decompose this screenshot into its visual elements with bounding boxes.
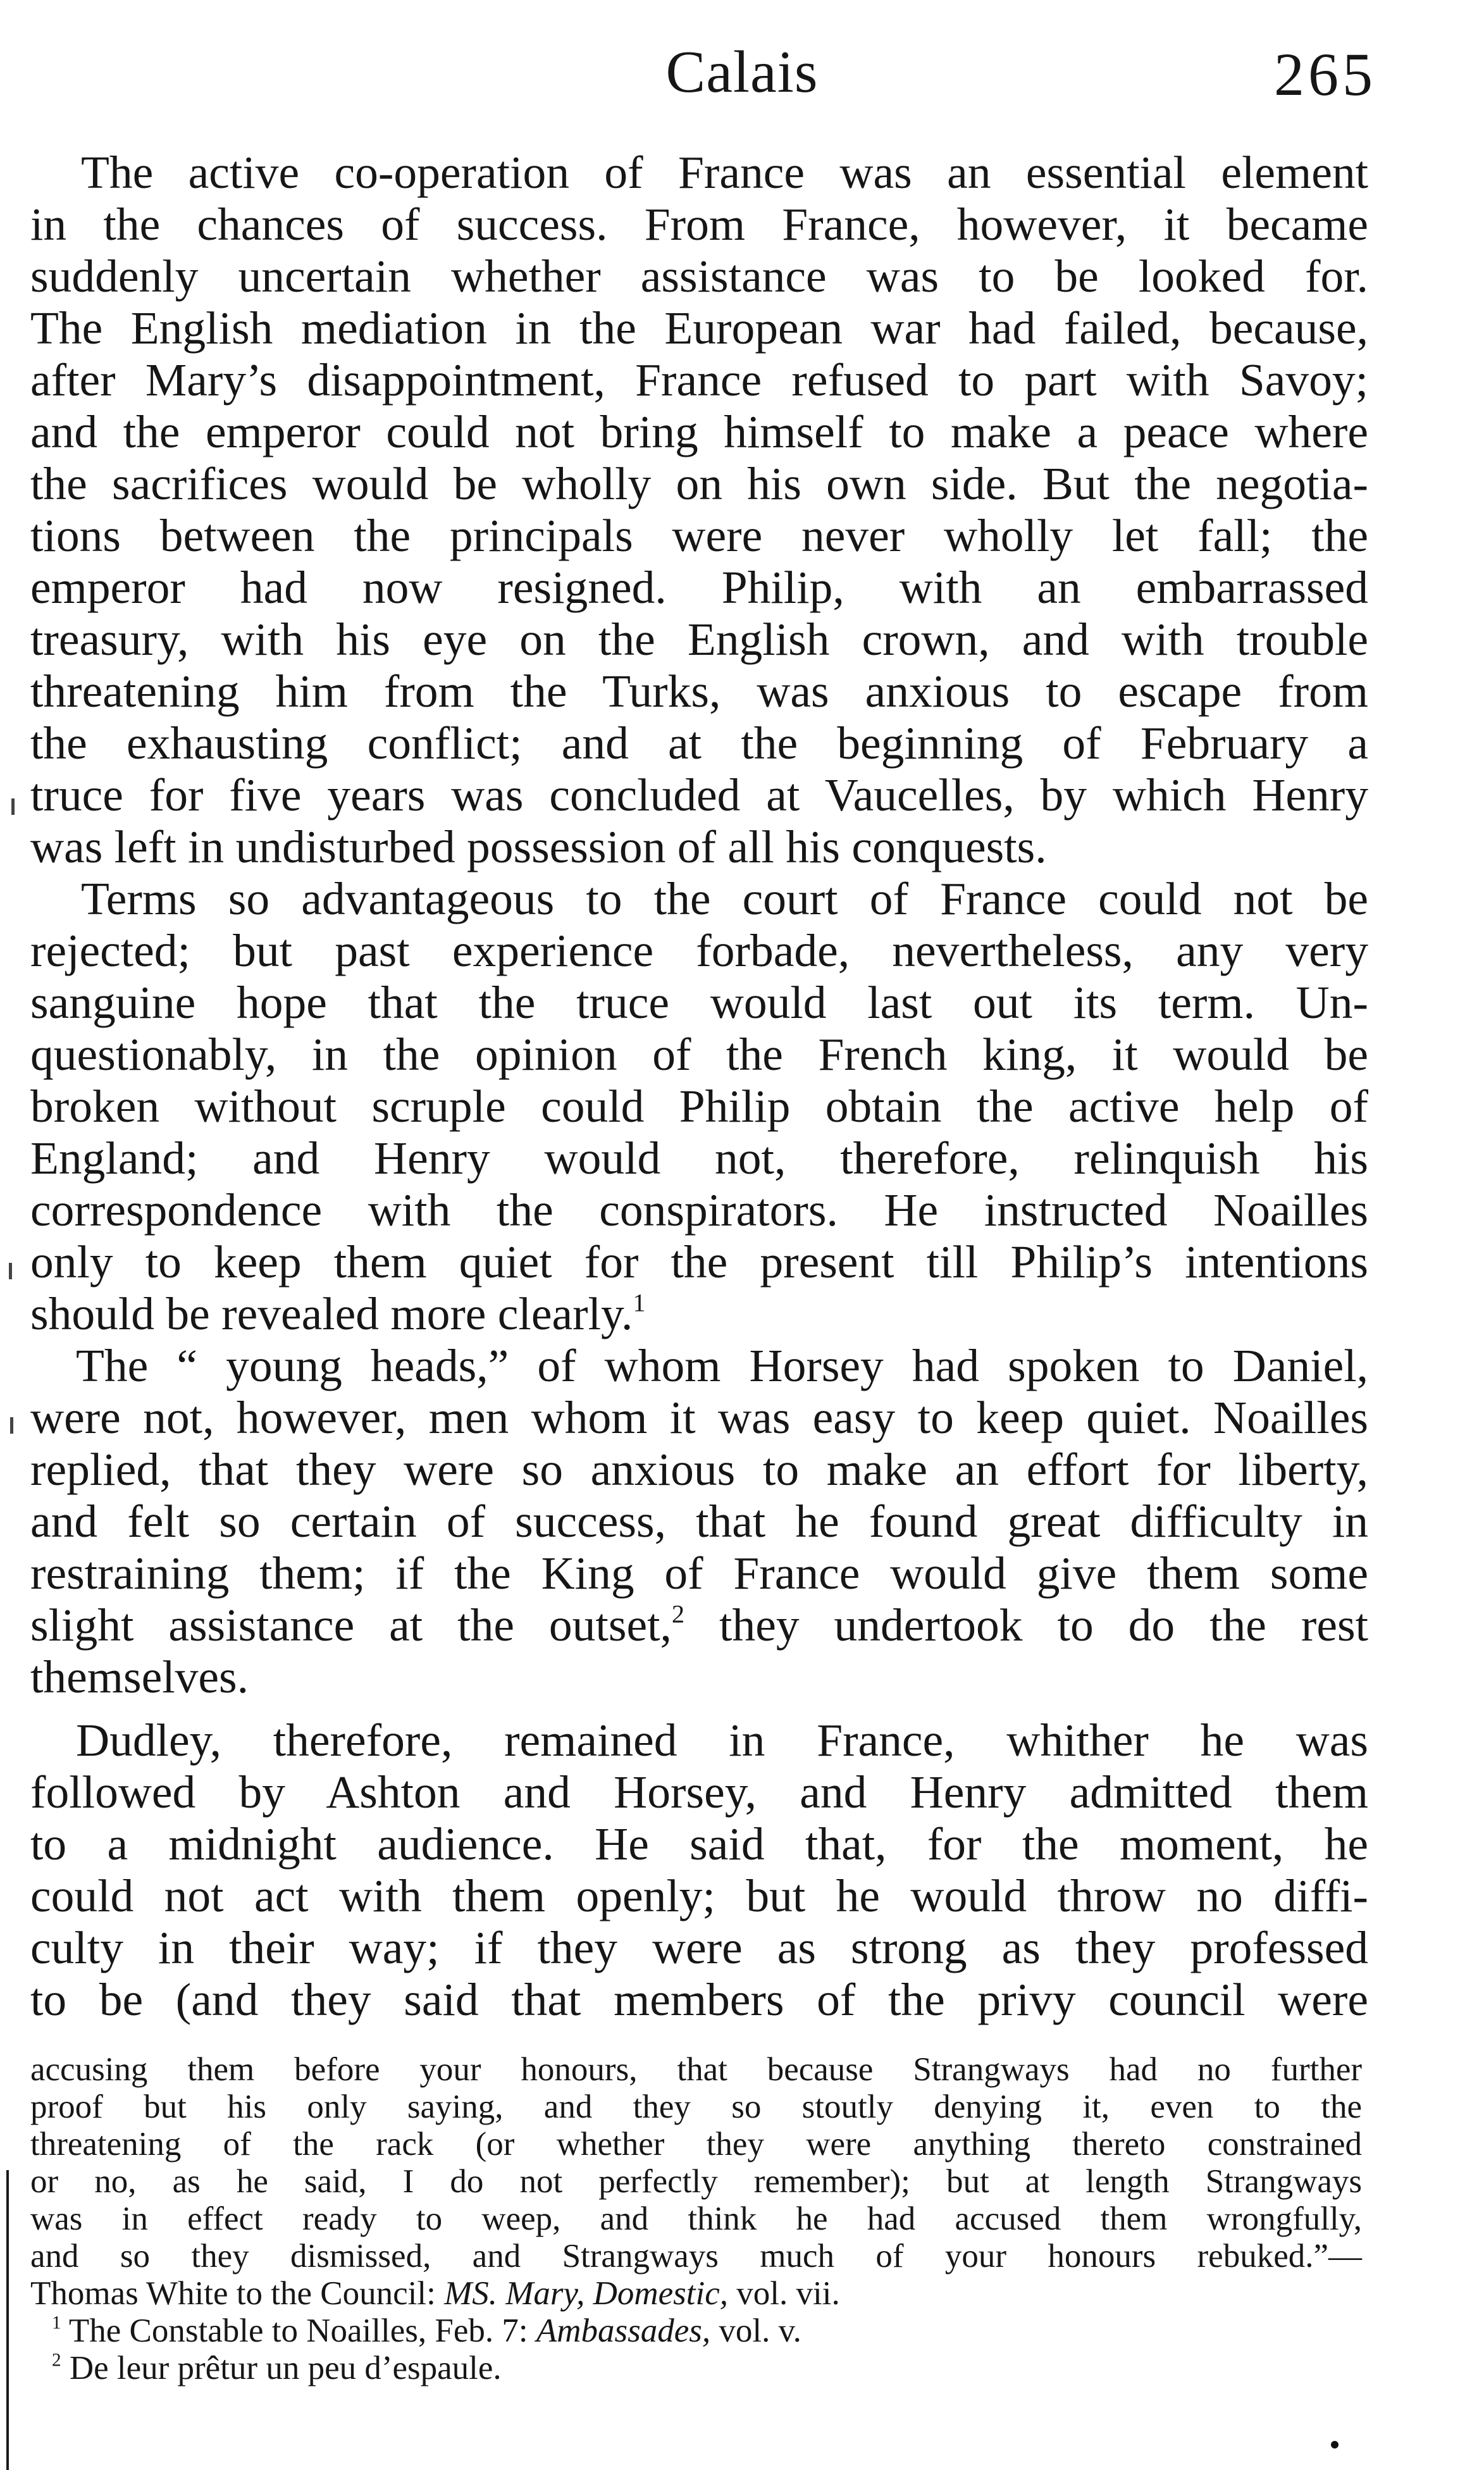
body-line: sanguine hope that the truce would last out its term. Un- [30, 977, 1368, 1028]
body-line: in the chances of success. From France, however, it became [30, 199, 1368, 250]
body-line: Dudley, therefore, remained in France, whither he was [76, 1715, 1368, 1766]
page-number: 265 [1274, 40, 1376, 108]
footnote-2 [52, 2350, 1362, 2387]
body-line: treasury, with his eye on the English crown, and with trouble [30, 614, 1368, 665]
body-line: restraining them; if the King of France would give them some [30, 1548, 1368, 1599]
footnote-marker-2: 2 [52, 2350, 61, 2371]
body-line-text: they undertook to do the rest [684, 1599, 1368, 1651]
body-line: Terms so advantageous to the court of France could not be [81, 873, 1368, 924]
body-line: threatening him from the Turks, was anxious to escape from [30, 666, 1368, 717]
footnote-line: or no, as he said, I do not perfectly remember); but at length Strangways [30, 2163, 1362, 2200]
body-line: broken without scruple could Philip obtain the active help of [30, 1081, 1368, 1132]
scan-margin-rule [6, 2170, 9, 2470]
body-line: The English mediation in the European war had failed, because, [30, 302, 1368, 354]
body-line: to be (and they said that members of the privy council were [30, 1974, 1368, 2025]
body-line: and felt so certain of success, that he found great difficulty in [30, 1496, 1368, 1547]
scan-margin-tick [9, 1263, 12, 1279]
body-line: tions between the principals were never wholly let fall; the [30, 510, 1368, 561]
body-line: the sacrifices would be wholly on his own side. But the negotia- [30, 458, 1368, 509]
body-line [30, 1288, 1368, 1340]
body-line: questionably, in the opinion of the French king, it would be [30, 1029, 1368, 1080]
body-line: rejected; but past experience forbade, nevertheless, any very [30, 925, 1368, 976]
footnote-text: Thomas White to the Council: [30, 2275, 445, 2312]
body-line: only to keep them quiet for the present till Philip’s intentions [30, 1236, 1368, 1288]
footnote-line: proof but his only saying, and they so stoutly denying it, even to the [30, 2088, 1362, 2125]
body-line: the exhausting conflict; and at the beginning of February a [30, 717, 1368, 769]
footnote-source-italic: MS. Mary, Domestic, [444, 2275, 729, 2312]
footnote-line: and so they dismissed, and Strangways much of your honours rebuked.”— [30, 2238, 1362, 2275]
footnote-1 [52, 2312, 1362, 2350]
body-line: were not, however, men whom it was easy to keep quiet. Noailles [30, 1392, 1368, 1443]
footnote-ref-1: 1 [633, 1288, 646, 1317]
footnote-line [30, 2275, 1362, 2312]
body-line: and the emperor could not bring himself to make a peace where [30, 406, 1368, 457]
footnote-line: was in effect ready to weep, and think he had accused them wrongfully, [30, 2200, 1362, 2237]
footnote-line: threatening of the rack (or whether they were anything thereto constrained [30, 2126, 1362, 2163]
body-line: correspondence with the conspirators. He instructed Noailles [30, 1184, 1368, 1236]
body-line-text: should be revealed more clearly. [30, 1288, 633, 1339]
scan-speck [1331, 2441, 1339, 2448]
body-line: culty in their way; if they were as strong as they professed [30, 1922, 1368, 1973]
body-line: The “ young heads,” of whom Horsey had spoken to Daniel, [76, 1340, 1368, 1391]
footnote-source-italic: Ambassades, [536, 2312, 711, 2349]
body-line: replied, that they were so anxious to make an effort for liberty, [30, 1444, 1368, 1495]
body-line: could not act with them openly; but he would throw no diffi- [30, 1870, 1368, 1921]
body-line-text: slight assistance at the outset, [30, 1599, 672, 1651]
footnote-text: The Constable to Noailles, Feb. 7: [68, 2312, 536, 2349]
footnote-text: De leur prêtur un peu d’espaule. [69, 2350, 502, 2386]
body-line: was left in undisturbed possession of all his conquests. [30, 821, 1047, 872]
scan-margin-tick [10, 1417, 13, 1434]
body-line: themselves. [30, 1651, 249, 1703]
footnote-text: vol. v. [710, 2312, 801, 2349]
body-line: to a midnight audience. He said that, for the moment, he [30, 1818, 1368, 1870]
body-line: followed by Ashton and Horsey, and Henry admitted them [30, 1766, 1368, 1818]
body-line: England; and Henry would not, therefore, relinquish his [30, 1133, 1368, 1184]
body-line: suddenly uncertain whether assistance was to be looked for. [30, 251, 1368, 302]
running-title: Calais [665, 39, 819, 105]
body-line: truce for five years was concluded at Vaucelles, by which Henry [30, 769, 1368, 821]
body-line: The active co-operation of France was an essential element [81, 147, 1368, 198]
body-line [30, 1599, 1368, 1651]
body-line: emperor had now resigned. Philip, with an embarrassed [30, 562, 1368, 613]
footnote-line: accusing them before your honours, that because Strangways had no further [30, 2051, 1362, 2088]
scan-margin-tick [11, 798, 15, 815]
footnote-ref-2: 2 [671, 1599, 685, 1629]
body-line: after Mary’s disappointment, France refused to part with Savoy; [30, 354, 1368, 406]
footnote-marker-1: 1 [52, 2312, 61, 2333]
footnote-text: vol. vii. [728, 2275, 840, 2312]
